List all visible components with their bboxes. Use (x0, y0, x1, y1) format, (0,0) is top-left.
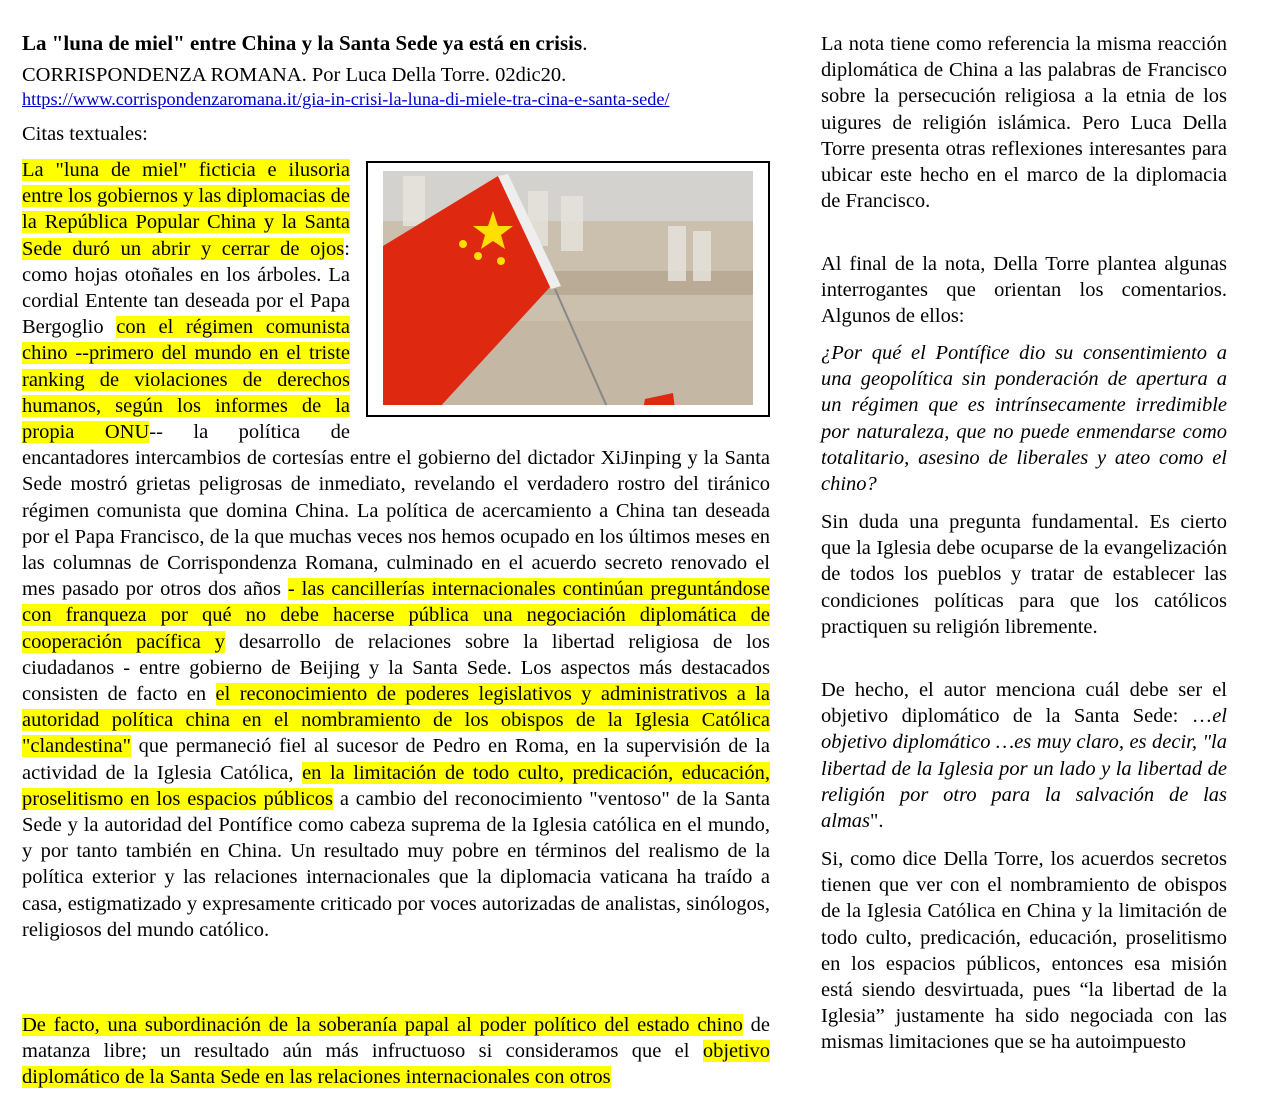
r5-end: ". (869, 810, 884, 833)
body-text: : como hojas otoñales en los árboles. La cordial Entente tan deseada por el Papa Bergoglio (22, 237, 350, 339)
r5-intro: De hecho, el autor menciona cuál debe ser el objetivo diplomático de la Santa Sede: … (821, 679, 1227, 728)
article-title-text: La "luna de miel" entre China y la Santa Sede ya está en crisis (22, 31, 583, 55)
highlighted-text: objetivo diplomático de la Santa Sede en las relaciones internacionales con otros (22, 1040, 770, 1089)
right-paragraph-2: Al final de la nota, Della Torre plantea algunas interrogantes que orientan los comentarios. Algunos de ellos: (821, 253, 1227, 328)
left-paragraph-2 (22, 1012, 770, 1091)
intro-label: Citas textuales: (22, 123, 148, 145)
highlighted-text: De facto, una subordinación de la soberanía papal al poder político del estado chino (22, 1014, 743, 1036)
highlighted-text: con el régimen comunista chino --primero del mundo en el triste ranking de violaciones de derechos humanos, según los informes de la propia ONU (22, 316, 350, 444)
article-source-line: CORRISPONDENZA ROMANA. Por Luca Della Torre. 02dic20. (22, 64, 567, 86)
right-quote: ¿Por qué el Pontífice dio su consentimiento a una geopolítica sin ponderación de apertura a un régimen que es intrínsecamente irredimible por naturaleza, que no puede enmendarse como totalitario, asesino de liberales y ateo como el chino? (821, 342, 1227, 496)
body-text: que permaneció fiel al sucesor de Pedro en Roma, en la supervisión de la actividad de la Iglesia Católica, (22, 735, 770, 784)
china-flag-vatican-photo (383, 171, 753, 405)
body-text: desarrollo de relaciones sobre la libertad religiosa de los ciudadanos - entre gobierno de Beijing y la Santa Sede. Los aspectos más destacados consisten de facto en (22, 630, 770, 706)
body-text: de matanza libre; un resultado aún más infructuoso si consideramos que el (22, 1014, 770, 1063)
title-period: . (582, 31, 588, 55)
figure-frame (366, 161, 770, 417)
right-paragraph-1: La nota tiene como referencia la misma reacción diplomática de China a las palabras de Francisco sobre la persecución religiosa a la etnia de los uigures de religión islámica. Pero Luca Della Torre presenta otras reflexiones interesantes para ubicar este hecho en el marco de la diplomacia de Francisco. (821, 33, 1227, 213)
china-flag-icon (383, 171, 753, 405)
left-paragraph-1 (22, 157, 770, 943)
source-link[interactable]: https://www.corrispondenzaromana.it/gia-in-crisi-la-luna-di-miele-tra-cina-e-santa-sede/ (22, 89, 670, 109)
highlighted-text: en la limitación de todo culto, predicación, educación, proselitismo en los espacios públicos (22, 761, 770, 810)
body-text: -- la política de encantadores intercambios de cortesías entre el gobierno del dictador XiJinping y la Santa Sede mostró grietas peligrosas de inmediato, revelando el verdadero rostro del tiránico régimen comunista que domina China. La política de acercamiento a China tan deseada por el Papa Francisco, de la que muchas veces nos hemos ocupado en los últimos meses en las columnas de Corrispondenza Romana, culminado en el acuerdo secreto renovado el mes pasado por otros dos años (22, 421, 770, 601)
right-paragraph-5 (821, 677, 1227, 834)
article-title (22, 30, 587, 56)
body-text: a cambio del reconocimiento "ventoso" de la Santa Sede y la autoridad del Pontífice como cabeza suprema de la Iglesia católica en el mundo, y por tanto también en China. Un resultado muy pobre en términos del realismo de la política exterior y las relaciones internacionales que la diplomacia vaticana ha traído a casa, estigmatizado y expresamente criticado por voces autorizadas de analistas, sinólogos, religiosos del mundo católico. (22, 787, 770, 941)
right-paragraph-4: Sin duda una pregunta fundamental. Es cierto que la Iglesia debe ocuparse de la evangelización de todos los pueblos y tratar de establecer las condiciones políticas para que los católicos practiquen su religión libremente. (821, 511, 1227, 638)
right-paragraph-6: Si, como dice Della Torre, los acuerdos secretos tienen que ver con el nombramiento de obispos de la Iglesia Católica en China y la limitación de todo culto, predicación, educación, proselitismo en los espacios públicos, entonces esa misión está siendo desvirtuada, pues “la libertad de la Iglesia” justamente ha sido negociada con las mismas limitaciones que se ha autoimpuesto (821, 848, 1227, 1054)
highlighted-text: - las cancillerías internacionales continúan preguntándose con franqueza por qué no debe hacerse pública una negociación diplomática de cooperación pacífica y (22, 578, 770, 653)
highlighted-text: el reconocimiento de poderes legislativos y administrativos a la autoridad política china en el nombramiento de los obispos de la Iglesia Católica "clandestina" (22, 683, 770, 758)
highlighted-text: La "luna de miel" ficticia e ilusoria entre los gobiernos y las diplomacias de la República Popular China y la Santa Sede duró un abrir y cerrar de ojos (22, 159, 350, 260)
r5-quote: el objetivo diplomático …es muy claro, es decir, "la libertad de la Iglesia por un lado y la libertad de religión por otro para la salvación de las almas (821, 705, 1227, 833)
